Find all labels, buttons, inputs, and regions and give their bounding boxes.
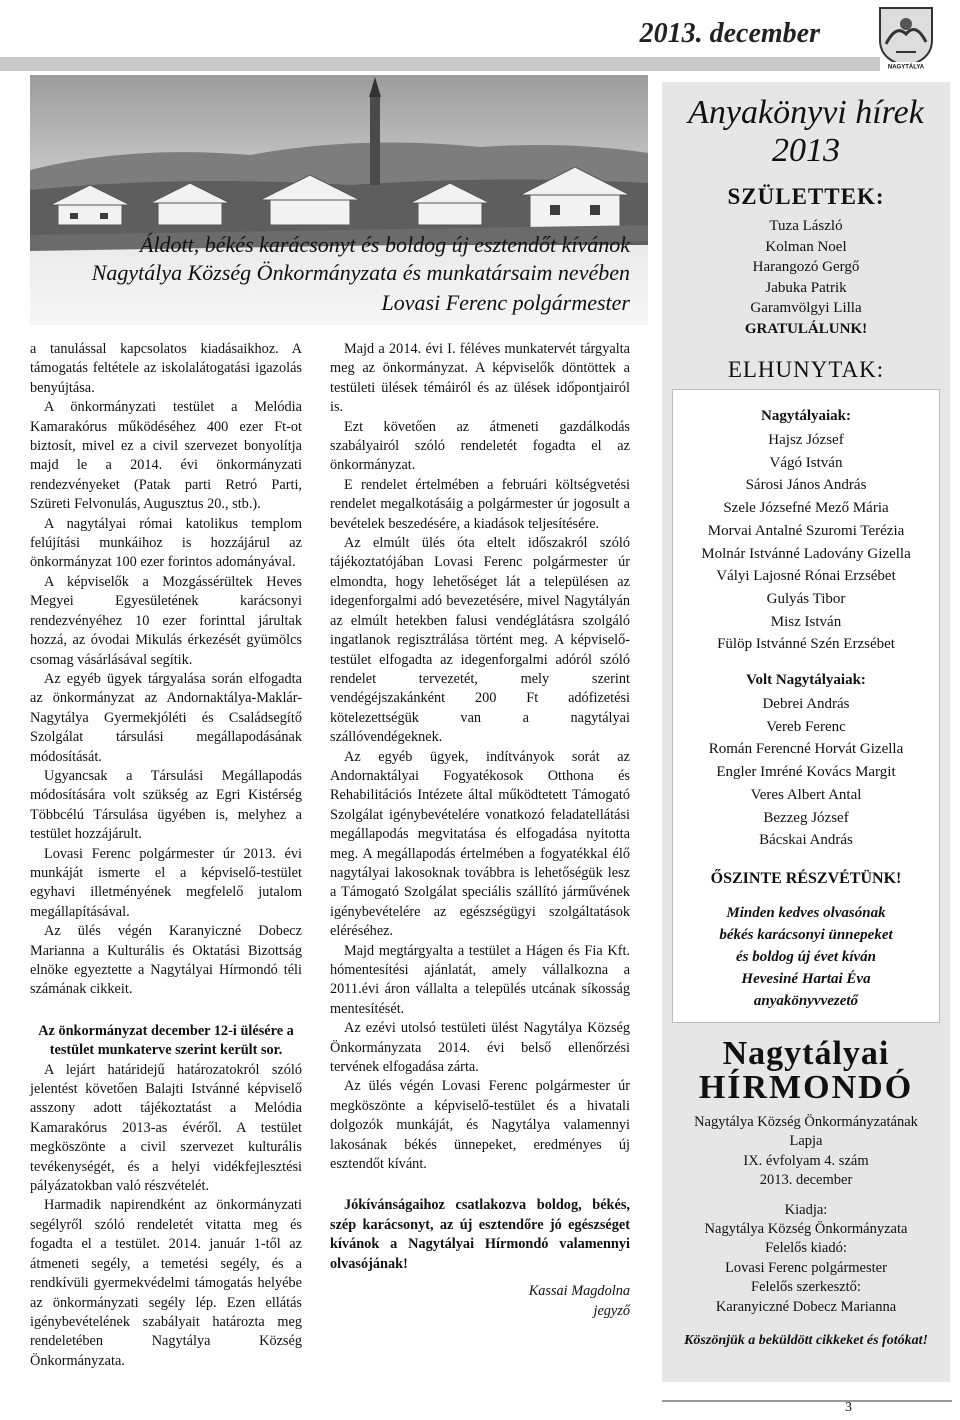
locals-heading: Nagytályaiak:	[761, 408, 851, 424]
paragraph: Az egyéb ügyek tárgyalása során elfogadta az önkormányzat az Andornaktálya-Maklár-Nagytálya Gyermekjóléti és Családsegítő Szolgálat társulási megállapodásának módosítását.	[30, 670, 302, 765]
paragraph: A képviselők a Mozgássérültek Heves Megyei Egyesületének karácsonyi rendezvényéhez 10 ezer forinttal járultak hozzá, az óvodai Mikulás érkezését gyümölcs csomag vásárlásával segítik.	[30, 573, 302, 668]
section-heading: Az önkormányzat december 12-i ülésére a testület munkaterve szerint került sor.	[38, 1022, 294, 1059]
deaths-box	[672, 389, 940, 1023]
registry-news-sidebar	[662, 82, 950, 1382]
paragraph: a tanulással kapcsolatos kiadásaikhoz. A támogatás feltétele az iskolalátogatási igazolás benyújtása.	[30, 341, 302, 396]
masthead-title: Nagytályai	[722, 1034, 890, 1072]
crest-label: NAGYTÁLYA	[887, 64, 925, 70]
list-item: Veres Albert Antal	[750, 786, 862, 803]
list-item: Kolman Noel	[765, 238, 847, 255]
list-item: Debrei András	[762, 696, 850, 713]
list-item: Molnár Istvánné Ladovány Gizella	[701, 545, 911, 562]
paragraph: A nagytályai római katolikus templom felújítási munkáihoz is hozzájárul az önkormányzat 100 ezer forintos adományával.	[30, 515, 302, 571]
list-item: Harangozó Gergő	[752, 259, 860, 275]
wish-line: békés karácsonyi ünnepeket	[719, 926, 893, 943]
births-list	[662, 216, 950, 339]
publication-info	[662, 1113, 950, 1317]
info-line: Felelős kiadó:	[765, 1240, 847, 1257]
list-item: Vágó István	[769, 454, 843, 471]
info-line: Felelős szerkesztő:	[751, 1279, 861, 1296]
wish-line: anyakönyvvezető	[753, 992, 859, 1009]
info-line: Nagytálya Község Önkormányzatának	[694, 1113, 918, 1130]
list-item: Gulyás Tibor	[766, 590, 846, 607]
page-number: 3	[845, 1400, 852, 1415]
signature-title: jegyző	[593, 1302, 630, 1319]
list-item: Morvai Antalné Szuromi Terézia	[707, 522, 905, 539]
paragraph: Az ülés végén Karanyiczné Dobecz Marianna a Kulturális és Oktatási Bizottság elnöke egyeztette a Nagytályai Hírmondó téli számának cikkeit.	[30, 923, 302, 998]
paragraph: A önkormányzati testület a Melódia Kamarakórus működéséhez 400 ezer Ft-ot biztosít, mivel ez a civil szervezet bonyolítja majd le a 2014. évi önkormányzati rendezvényeket (Patak parti Retró Parti, Szüreti Felvonulás, Augusztus 20., stb.).	[30, 399, 302, 513]
info-line: IX. évfolyam 4. szám	[743, 1152, 869, 1169]
wish-line: és boldog új évet kíván	[736, 948, 876, 965]
list-item: Engler Imréné Kovács Margit	[716, 764, 896, 781]
greeting-line-1: Áldott, békés karácsonyt és boldog új esztendőt kívánok	[140, 232, 630, 257]
paragraph: Majd megtárgyalta a testület a Hágen és Fia Kft. hómentesítési ajánlatát, amely vállalkozna a 2011.évi áron vállalta a település utcának síkosság mentesítését.	[330, 942, 630, 1017]
issue-date: 2013. december	[639, 18, 820, 49]
list-item: Bezzeg József	[763, 809, 849, 826]
list-item: Jabuka Patrik	[765, 279, 847, 296]
signature-name: Kassai Magdolna	[528, 1283, 630, 1300]
paragraph: Harmadik napirendként az önkormányzati segélyről szóló rendeletét vitatta meg és fogadta el a testület. 2014. január 1-től az átmeneti segély, a temetési segély, és a rendkívüli gyermekvédelmi támogatás helyébe az önkormányzati segély lép. Ezen ellátás igénybevételének szabályait határozta meg rendeletében Nagytálya Község Önkormányzata.	[30, 1197, 302, 1369]
paragraph: Az elmúlt ülés óta eltelt időszakról szóló tájékoztatójában Lovasi Ferenc polgármester úr elmondta, hogy lehetőséget lát a településen az idegenforgalmi adó bevezetésére, mivel Nagytályán az elmúlt hetekben falusi vendéglátásra szolgáló ingatlanok regisztrálása történt meg. A képviselő-testület elfogadta az idegenforgalmi adóról szóló rendelet tervezetét, mely szerint vendégéjszakánként 200 Ft adófizetési kötelezettségük van a nagytályai szállóvendégeknek.	[330, 535, 630, 746]
list-item: Vereb Ferenc	[766, 718, 846, 735]
thanks-note: Köszönjük a beküldött cikkeket és fotókat!	[684, 1333, 928, 1349]
paragraph: Majd a 2014. évi I. féléves munkatervét tárgyalta meg az önkormányzat. A képviselők döntöttek a testületi ülések témáiról és az ülések időpontjairól is.	[330, 341, 630, 416]
article-column-2	[330, 340, 630, 1321]
wish-line: Hevesiné Hartai Éva	[741, 970, 871, 987]
paragraph: Ezt követően az átmeneti gazdálkodás szabályairól szóló rendeletét fogadta el az önkormányzat.	[330, 418, 630, 474]
paragraph: E rendelet értelmében a februári költségvetési rendelet megalkotásáig a polgármester úr jogosult a bevételek beszedésére, a kiadások teljesítésére.	[330, 476, 630, 532]
list-item: Misz István	[770, 613, 842, 630]
info-line: Lapja	[789, 1133, 823, 1150]
info-line: Kiadja:	[784, 1201, 828, 1218]
deaths-heading: ELHUNYTAK:	[727, 357, 885, 382]
list-item: Fülöp Istvánné Szén Erzsébet	[717, 636, 895, 653]
paragraph: Lovasi Ferenc polgármester úr 2013. évi munkáját ismerte el a képviselő-testület egyhavi illetményének megfelelő jutalom megállapításával.	[30, 845, 302, 920]
list-item: Vályi Lajosné Rónai Erzsébet	[716, 568, 896, 585]
list-item: Bácskai András	[759, 832, 853, 849]
congrats-text: GRATULÁLUNK!	[744, 320, 868, 337]
wish-block	[677, 902, 935, 1012]
info-line: Nagytálya Község Önkormányzata	[704, 1220, 908, 1237]
greeting-signature: Lovasi Ferenc polgármester	[381, 290, 630, 315]
list-item: Szele Józsefné Mező Mária	[723, 500, 889, 517]
paragraph: Ugyancsak a Társulási Megállapodás módosítására volt szükség az Egri Kistérség Többcélú Társulása ügyében is, melyhez a testület hozzájárult.	[30, 767, 302, 843]
list-item: Sárosi János András	[745, 477, 867, 494]
list-item: Hajsz József	[768, 432, 844, 448]
list-item: Tuza László	[769, 218, 843, 234]
wish-line: Minden kedves olvasónak	[726, 904, 886, 921]
former-heading: Volt Nagytályaiak:	[746, 672, 866, 689]
coat-of-arms-icon	[874, 4, 938, 70]
paragraph: Az ezévi utolsó testületi ülést Nagytálya Község Önkormányzata 2014. évi belső ellenőrzési tervének elfogadása zárta.	[330, 1020, 630, 1076]
article-column-1	[30, 340, 302, 1371]
info-line: Karanyiczné Dobecz Marianna	[715, 1298, 897, 1315]
greeting-line-2: Nagytálya Község Önkormányzata és munkatársaim nevében	[91, 260, 630, 285]
bottom-rule	[662, 1400, 952, 1402]
sidebar-title: Anyakönyvi hírek 2013	[688, 94, 924, 169]
locals-list	[677, 429, 935, 656]
info-line: 2013. december	[759, 1172, 853, 1189]
info-line: Lovasi Ferenc polgármester	[725, 1259, 887, 1276]
condolence-text: ŐSZINTE RÉSZVÉTÜNK!	[710, 869, 902, 887]
births-heading: SZÜLETTEK:	[727, 184, 885, 209]
masthead-subtitle: HÍRMONDÓ	[698, 1068, 914, 1106]
list-item: Román Ferencné Horvát Gizella	[708, 741, 904, 758]
paragraph: Az egyéb ügyek, indítványok sorát az Andornaktályai Fogyatékosok Otthona és Rehabilitációs Intézete által működtetett Támogató Szolgálat igénybevételére vonatkozó feladatellátási megállapodás megvitatása és elfogadása nyitotta meg. A megállapodás értelmében a fogyatékkal élő nagytályai lakosoknak továbbra is lehetőségük lesz a Támogató Szolgálat speciális szállító járművének igénybevételére az egészségügyi szolgáltatások eléréséhez.	[330, 748, 630, 940]
closing-wish: Jókívánságaihoz csatlakozva boldog, békés, szép karácsonyt, az új esztendőre jó egészséget kívánok a Nagytályai Hírmondó valamennyi olvasójának!	[330, 1197, 630, 1272]
list-item: Garamvölgyi Lilla	[750, 300, 862, 316]
paragraph: A lejárt határidejű határozatokról szóló jelentést követően Balajti Istvánné képviselő asszony adott tájékoztatást a Melódia Kamarakórus 2013-as évéről. A testület megköszönte a civil szervezet kulturális tevékenységét, és a helyi vidékfejlesztési pályázatokban való részvételét.	[30, 1061, 302, 1195]
former-list	[677, 693, 935, 852]
header-rule	[0, 57, 880, 71]
paragraph: Az ülés végén Lovasi Ferenc polgármester úr megköszönte a képviselő-testület és a hivatali dolgozók munkáját, és Nagytálya valamennyi lakosának békés ünnepeket, eredményes új esztendőt kívánt.	[330, 1078, 630, 1173]
